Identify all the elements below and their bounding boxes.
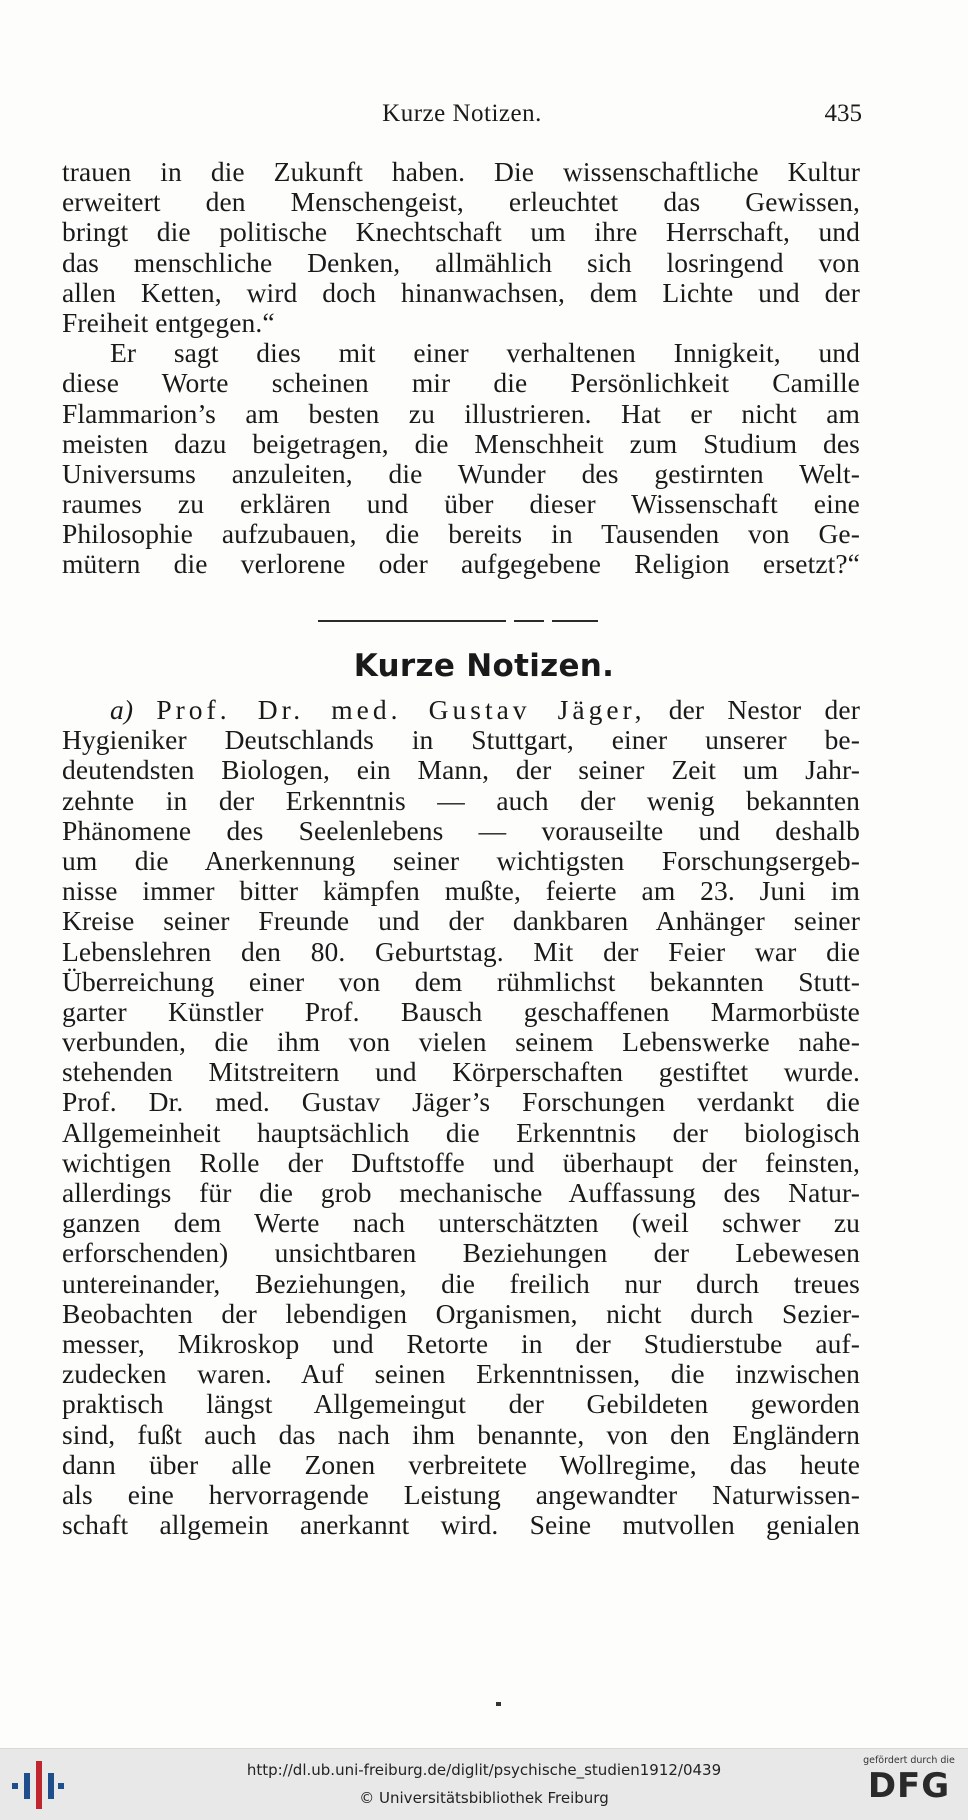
text-line: Kreise seiner Freunde und der dankbaren Anhänger seiner [62, 905, 860, 937]
text-line: raumes zu erklären und über dieser Wissenschaft eine [62, 488, 860, 520]
text-line: erforschenden) unsichtbaren Beziehungen der Lebewesen [62, 1237, 860, 1269]
notice-marker: a) [110, 694, 134, 725]
viewer-footer [0, 1748, 968, 1820]
notice-first-line-rest: der Nestor der [668, 694, 860, 725]
text-line: um die Anerkennung seiner wichtigsten Forschungsergeb- [62, 844, 860, 876]
text-line: dann über alle Zonen verbreitete Wollregime, das heute [62, 1448, 860, 1480]
running-head [62, 100, 862, 134]
text-line: Lebenslehren den 80. Geburtstag. Mit der Feier war die [62, 935, 860, 967]
text-line: nisse immer bitter kämpfen mußte, feierte am 23. Juni im [62, 875, 860, 907]
notice-first-line [62, 695, 860, 725]
text-line: trauen in die Zukunft haben. Die wissenschaftliche Kultur [62, 156, 860, 187]
dfg-funded-label: gefördert durch die [863, 1755, 955, 1766]
text-line: praktisch längst Allgemeingut der Gebildeten geworden [62, 1388, 860, 1420]
dfg-block[interactable] [860, 1755, 958, 1815]
text-line: Phänomene des Seelenlebens — vorauseilte und deshalb [62, 814, 860, 846]
section-heading: Kurze Notizen. [353, 648, 615, 684]
text-line: wichtigen Rolle der Duftstoffe und überhaupt der feinsten, [62, 1146, 860, 1178]
text-line: mütern die verlorene oder aufgegebene Religion ersetzt?“ [62, 548, 860, 580]
text-line: erweitert den Menschengeist, erleuchtet das Gewissen, [62, 186, 860, 218]
text-line: untereinander, Beziehungen, die freilich nur durch treues [62, 1267, 860, 1299]
text-line: Allgemeinheit hauptsächlich die Erkenntnis der biologisch [62, 1116, 860, 1148]
text-line: messer, Mikroskop und Retorte in der Studierstube auf- [62, 1327, 860, 1359]
text-line: allen Ketten, wird doch hinanwachsen, dem Lichte und der [62, 276, 860, 308]
text-line: garter Künstler Prof. Bausch geschaffenen Marmorbüste [62, 995, 860, 1027]
page-number: 435 [824, 100, 862, 127]
text-line: verbunden, die ihm von vielen seinem Lebenswerke nahe- [62, 1026, 860, 1058]
text-line: das menschliche Denken, allmählich sich losringend von [62, 246, 860, 278]
text-line: Philosophie aufzubauen, die bereits in Tausenden von Ge- [62, 518, 860, 550]
text-line: Flammarion’s am besten zu illustrieren. Hat er nicht am [62, 397, 860, 429]
text-line: zudecken waren. Auf seinen Erkenntnissen, die inzwischen [62, 1358, 860, 1390]
text-line: allerdings für die grob mechanische Auffassung des Natur- [62, 1177, 860, 1208]
text-line: ganzen dem Werte nach unterschätzten (weil schwer zu [62, 1207, 860, 1239]
text-line: Freiheit entgegen.“ [62, 306, 275, 338]
text-line: deutendsten Biologen, ein Mann, der seiner Zeit um Jahr- [62, 754, 860, 786]
text-line: Hygieniker Deutschlands in Stuttgart, einer unserer be- [62, 724, 860, 756]
text-line: sind, fußt auch das nach ihm benannte, von den Engländern [62, 1418, 860, 1450]
text-line: Universums anzuleiten, die Wunder des gestirnten Welt- [62, 457, 860, 489]
running-title: Kurze Notizen. [382, 100, 542, 127]
text-line: schaft allgemein anerkannt wird. Seine mutvollen genialen [62, 1509, 860, 1541]
text-line: als eine hervorragende Leistung angewandter Naturwissen- [62, 1478, 860, 1510]
footer-url[interactable]: http://dl.ub.uni-freiburg.de/diglit/psychische_studien1912/0439 [246, 1761, 722, 1779]
page-mark [496, 1702, 501, 1706]
text-line: meisten dazu beigetragen, die Menschheit zum Studium des [62, 427, 860, 459]
text-line: Beobachten der lebendigen Organismen, nicht durch Sezier- [62, 1297, 860, 1329]
footer-copyright: © Universitätsbibliothek Freiburg [359, 1789, 609, 1807]
section-separator [318, 620, 598, 623]
dfg-logo: DFG [867, 1766, 951, 1806]
text-line: stehenden Mitstreitern und Körperschaften gestiftet wurde. [62, 1056, 860, 1088]
text-line: Überreichung einer von dem rühmlichst bekannten Stutt- [62, 965, 860, 997]
text-line: bringt die politische Knechtschaft um ihre Herrschaft, und [62, 216, 860, 248]
text-line: Er sagt dies mit einer verhaltenen Innigkeit, und [110, 337, 860, 369]
text-line: Prof. Dr. med. Gustav Jäger’s Forschungen verdankt die [62, 1086, 860, 1118]
text-block-2 [62, 695, 860, 1540]
notice-name: Prof. Dr. med. Gustav Jäger, [156, 694, 646, 725]
text-block-1 [62, 157, 860, 580]
text-line: diese Worte scheinen mir die Persönlichkeit Camille [62, 367, 860, 399]
text-line: zehnte in der Erkenntnis — auch der wenig bekannten [62, 784, 860, 816]
